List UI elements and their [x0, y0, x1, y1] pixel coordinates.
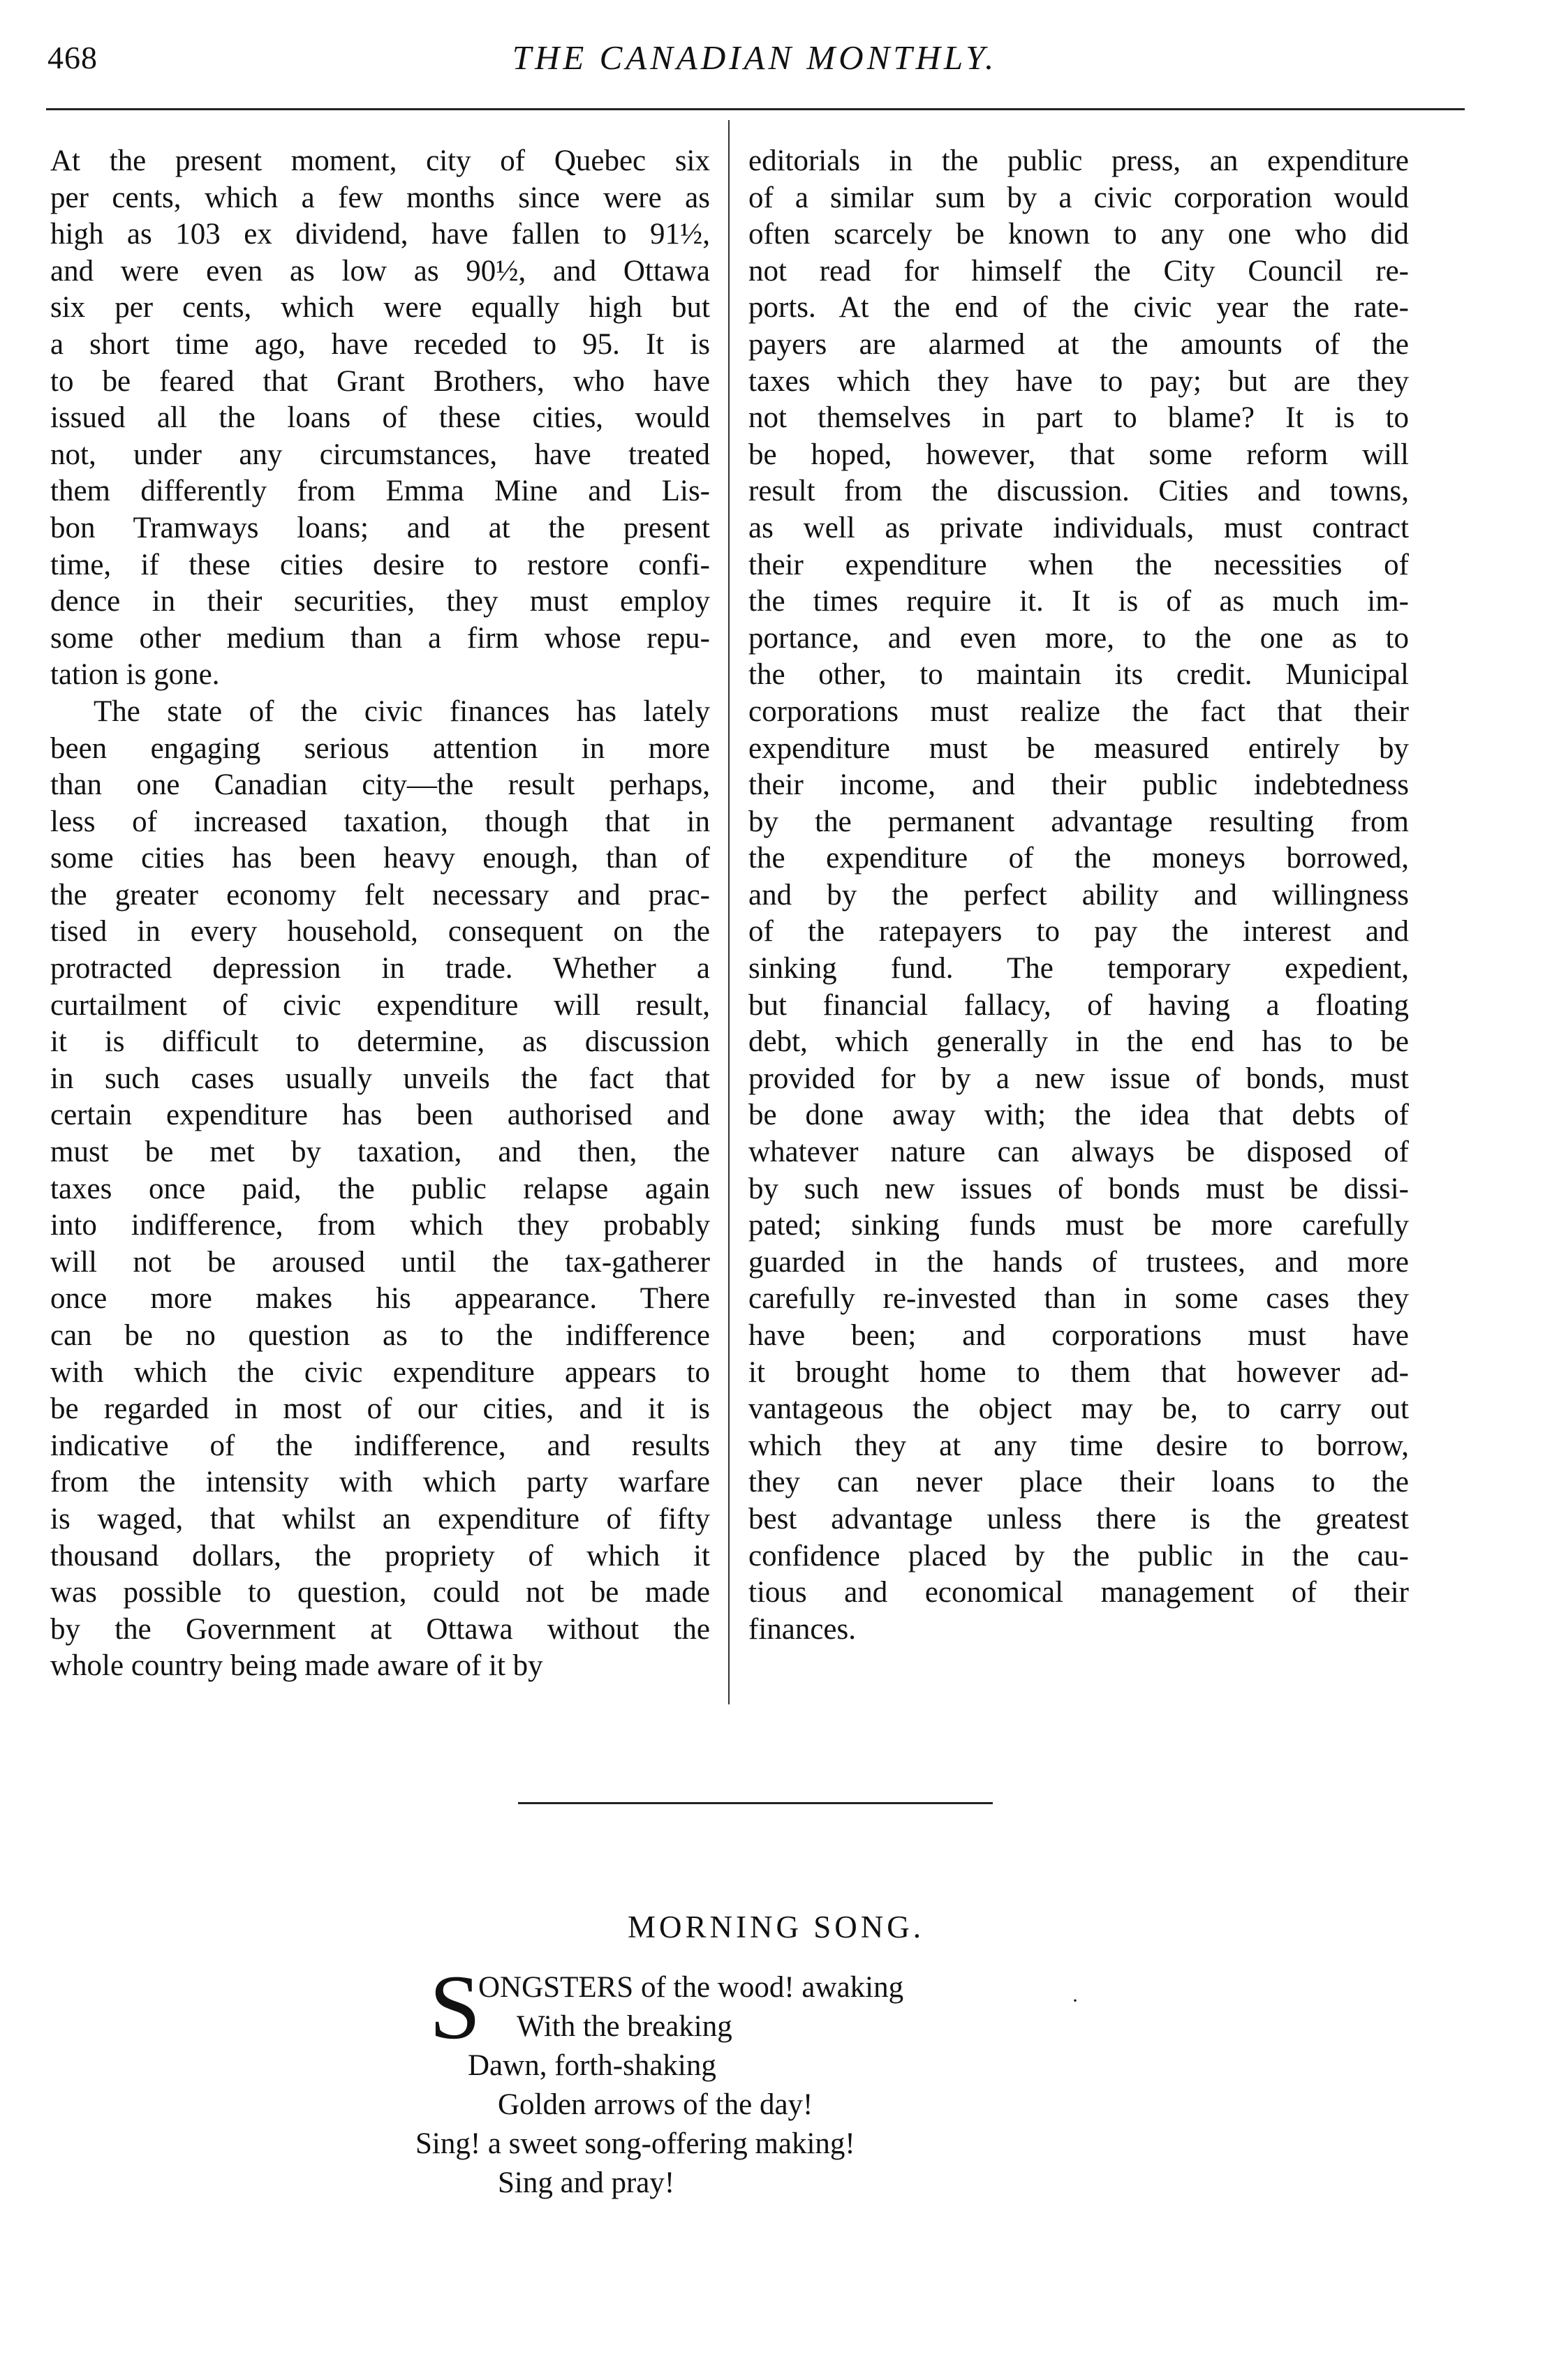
text-line: debt, which generally in the end has to be — [748, 1025, 1409, 1059]
text-line: thousand dollars, the propriety of which it — [50, 1539, 710, 1572]
text-line: provided for by a new issue of bonds, must — [748, 1062, 1409, 1095]
text-line: and by the perfect ability and willingness — [748, 878, 1409, 912]
text-line: it brought home to them that however ad- — [748, 1355, 1409, 1389]
text-line: tious and economical management of their — [748, 1576, 1409, 1609]
text-line: sinking fund. The temporary expedient, — [748, 952, 1409, 986]
text-line: protracted depression in trade. Whether a — [50, 952, 710, 986]
right-column — [748, 143, 1409, 1648]
text-line: portance, and even more, to the one as to — [748, 621, 1409, 655]
text-line: which they at any time desire to borrow, — [748, 1429, 1409, 1462]
text-line: taxes which they have to pay; but are they — [748, 364, 1409, 398]
text-line: some cities has been heavy enough, than of — [50, 842, 710, 875]
text-line: some other medium than a firm whose repu- — [50, 621, 710, 655]
text-line: certain expenditure has been authorised and — [50, 1099, 710, 1132]
text-line: be regarded in most of our cities, and it is — [50, 1392, 710, 1426]
section-divider — [518, 1802, 993, 1804]
text-line: and were even as low as 90½, and Ottawa — [50, 254, 710, 288]
text-line: less of increased taxation, though that in — [50, 805, 710, 838]
text-line: of the ratepayers to pay the interest and — [748, 915, 1409, 949]
text-line: into indifference, from which they probably — [50, 1209, 710, 1242]
text-line: a short time ago, have receded to 95. It is — [50, 327, 710, 361]
text-line: be hoped, however, that some reform will — [748, 438, 1409, 471]
text-line: by the permanent advantage resulting from — [748, 805, 1409, 838]
text-line: indicative of the indifference, and results — [50, 1429, 710, 1462]
text-line: often scarcely be known to any one who did — [748, 218, 1409, 251]
left-column — [50, 143, 710, 1685]
column-divider — [728, 120, 730, 1704]
poem-line: With the breaking — [517, 2010, 732, 2043]
text-line: with which the civic expenditure appears to — [50, 1355, 710, 1389]
poem-line: ONGSTERS of the wood! awaking — [478, 1971, 904, 2004]
text-line: bon Tramways loans; and at the present — [50, 511, 710, 544]
poem-line: Golden arrows of the day! — [498, 2088, 813, 2121]
text-line: they can never place their loans to the — [748, 1466, 1409, 1499]
text-line: once more makes his appearance. There — [50, 1282, 710, 1316]
text-line: as well as private individuals, must contract — [748, 511, 1409, 544]
text-line: per cents, which a few months since were as — [50, 181, 710, 214]
text-line: the other, to maintain its credit. Municipal — [748, 658, 1409, 692]
text-line: been engaging serious attention in more — [50, 731, 710, 765]
text-line: dence in their securities, they must employ — [50, 585, 710, 618]
text-line: time, if these cities desire to restore confi- — [50, 548, 710, 581]
text-line: finances. — [748, 1612, 857, 1646]
text-line: guarded in the hands of trustees, and more — [748, 1245, 1409, 1279]
text-line: the expenditure of the moneys borrowed, — [748, 842, 1409, 875]
stray-mark: · — [1072, 1989, 1079, 2012]
text-line: tation is gone. — [50, 658, 220, 692]
text-line: confidence placed by the public in the cau- — [748, 1539, 1409, 1572]
text-line: will not be aroused until the tax-gatherer — [50, 1245, 710, 1279]
text-line: not themselves in part to blame? It is to — [748, 401, 1409, 435]
text-line: result from the discussion. Cities and towns, — [748, 475, 1409, 508]
text-line: must be met by taxation, and then, the — [50, 1136, 710, 1169]
text-line: than one Canadian city—the result perhaps, — [50, 768, 710, 802]
text-line: in such cases usually unveils the fact that — [50, 1062, 710, 1095]
running-title: THE CANADIAN MONTHLY. — [512, 38, 998, 77]
text-line: pated; sinking funds must be more carefully — [748, 1209, 1409, 1242]
text-line: them differently from Emma Mine and Lis- — [50, 475, 710, 508]
page-header — [46, 29, 1463, 85]
text-line: taxes once paid, the public relapse again — [50, 1172, 710, 1205]
poem-line: Sing and pray! — [498, 2166, 675, 2199]
text-line: curtailment of civic expenditure will result, — [50, 988, 710, 1022]
text-line: their income, and their public indebtedness — [748, 768, 1409, 802]
text-line: The state of the civic finances has lately — [94, 694, 710, 728]
text-line: was possible to question, could not be made — [50, 1576, 710, 1609]
text-line: editorials in the public press, an expenditure — [748, 144, 1409, 177]
text-line: be done away with; the idea that debts of — [748, 1099, 1409, 1132]
text-line: the times require it. It is of as much im- — [748, 585, 1409, 618]
text-line: the greater economy felt necessary and prac- — [50, 878, 710, 912]
text-line: ports. At the end of the civic year the rate- — [748, 291, 1409, 325]
text-line: have been; and corporations must have — [748, 1319, 1409, 1352]
text-line: issued all the loans of these cities, would — [50, 401, 710, 435]
text-line: can be no question as to the indifference — [50, 1319, 710, 1352]
text-line: vantageous the object may be, to carry out — [748, 1392, 1409, 1426]
text-line: payers are alarmed at the amounts of the — [748, 327, 1409, 361]
text-line: tised in every household, consequent on the — [50, 915, 710, 949]
text-line: but financial fallacy, of having a floating — [748, 988, 1409, 1022]
text-line: is waged, that whilst an expenditure of fifty — [50, 1502, 710, 1535]
text-line: from the intensity with which party warfare — [50, 1466, 710, 1499]
text-line: by such new issues of bonds must be dissi- — [748, 1172, 1409, 1205]
text-line: carefully re-invested than in some cases they — [748, 1282, 1409, 1316]
text-line: six per cents, which were equally high but — [50, 291, 710, 325]
text-line: to be feared that Grant Brothers, who have — [50, 364, 710, 398]
text-line: expenditure must be measured entirely by — [748, 731, 1409, 765]
text-line: whole country being made aware of it by — [50, 1649, 543, 1683]
text-line: by the Government at Ottawa without the — [50, 1612, 710, 1646]
text-line: At the present moment, city of Quebec six — [50, 144, 710, 177]
poem-line: Sing! a sweet song-offering making! — [415, 2127, 855, 2160]
text-line: not read for himself the City Council re- — [748, 254, 1409, 288]
text-line: high as 103 ex dividend, have fallen to 91½, — [50, 218, 710, 251]
poem-line: Dawn, forth-shaking — [468, 2049, 716, 2082]
text-line: not, under any circumstances, have treated — [50, 438, 710, 471]
text-line: it is difficult to determine, as discussion — [50, 1025, 710, 1059]
poem-title: MORNING SONG. — [627, 1910, 925, 1944]
text-line: best advantage unless there is the greatest — [748, 1502, 1409, 1535]
text-line: their expenditure when the necessities of — [748, 548, 1409, 581]
page-number: 468 — [47, 40, 98, 75]
poem-drop-cap: S — [429, 1956, 481, 2058]
text-line: of a similar sum by a civic corporation would — [748, 181, 1409, 214]
header-rule — [46, 108, 1465, 110]
text-line: whatever nature can always be disposed of — [748, 1136, 1409, 1169]
text-line: corporations must realize the fact that their — [748, 694, 1409, 728]
